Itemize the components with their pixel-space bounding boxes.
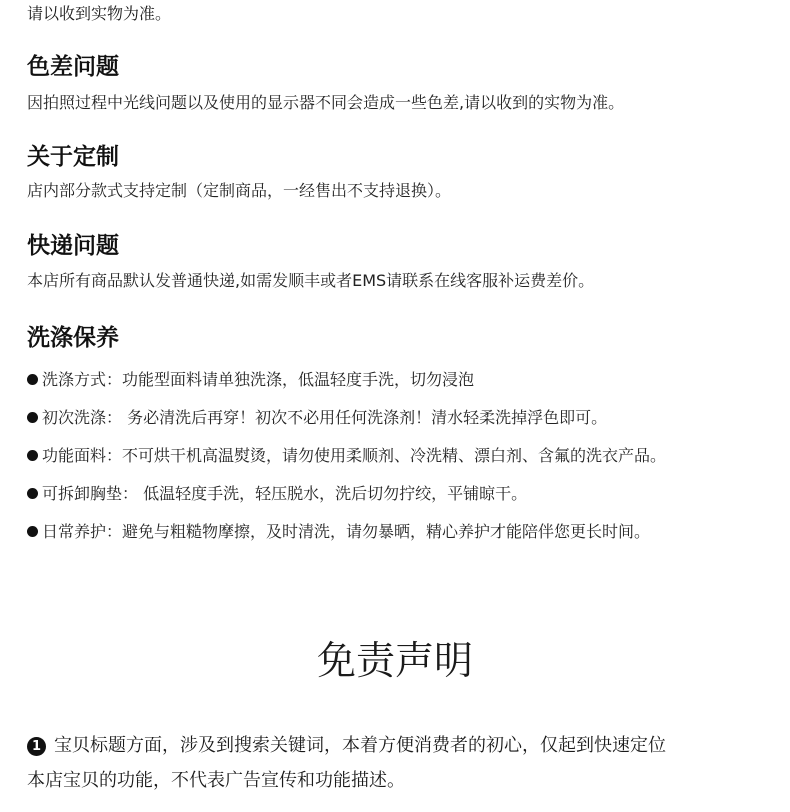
wash-item-text: 洗涤方式：功能型面料请单独洗涤，低温轻度手洗，切勿浸泡 (42, 370, 475, 389)
bullet-dot-icon (27, 526, 38, 537)
section-title-shipping: 快递问题 (27, 233, 119, 259)
wash-list-item (27, 521, 650, 543)
number-one-badge-icon: 1 (27, 737, 46, 756)
disclaimer-item-continuation: 本店宝贝的功能，不代表广告宣传和功能描述。 (27, 770, 405, 791)
section-title-customization: 关于定制 (27, 144, 119, 170)
wash-item-text: 功能面料：不可烘干机高温熨烫，请勿使用柔顺剂、冷洗精、漂白剂、含氟的洗衣产品。 (42, 446, 667, 465)
bullet-dot-icon (27, 412, 38, 423)
disclaimer-item-text: 宝贝标题方面，涉及到搜索关键词，本着方便消费者的初心，仅起到快速定位 (54, 735, 666, 756)
wash-item-text: 日常养护：避免与粗糙物摩擦，及时清洗，请勿暴晒，精心养护才能陪伴您更长时间。 (42, 522, 651, 541)
section-body-customization: 店内部分款式支持定制（定制商品，一经售出不支持退换）。 (27, 181, 452, 200)
wash-list-item (27, 407, 607, 429)
wash-list-item (27, 445, 666, 467)
section-body-shipping: 本店所有商品默认发普通快递,如需发顺丰或者EMS请联系在线客服补运费差价。 (27, 271, 595, 290)
disclaimer-item-line (27, 733, 666, 759)
bullet-dot-icon (27, 374, 38, 385)
wash-item-text: 可拆卸胸垫： 低温轻度手洗，轻压脱水，洗后切勿拧绞，平铺晾干。 (42, 484, 528, 503)
section-body-color-difference: 因拍照过程中光线问题以及使用的显示器不同会造成一些色差,请以收到的实物为准。 (27, 93, 625, 112)
bullet-dot-icon (27, 450, 38, 461)
bullet-dot-icon (27, 488, 38, 499)
wash-list-item (27, 369, 474, 391)
intro-tail-text: 请以收到实物为准。 (27, 4, 172, 23)
section-title-washing-care: 洗涤保养 (27, 325, 119, 351)
wash-list-item (27, 483, 527, 505)
wash-item-text: 初次洗涤： 务必清洗后再穿！初次不必用任何洗涤剂！清水轻柔洗掉浮色即可。 (42, 408, 608, 427)
section-title-color-difference: 色差问题 (27, 54, 119, 80)
disclaimer-heading: 免责声明 (316, 639, 473, 684)
